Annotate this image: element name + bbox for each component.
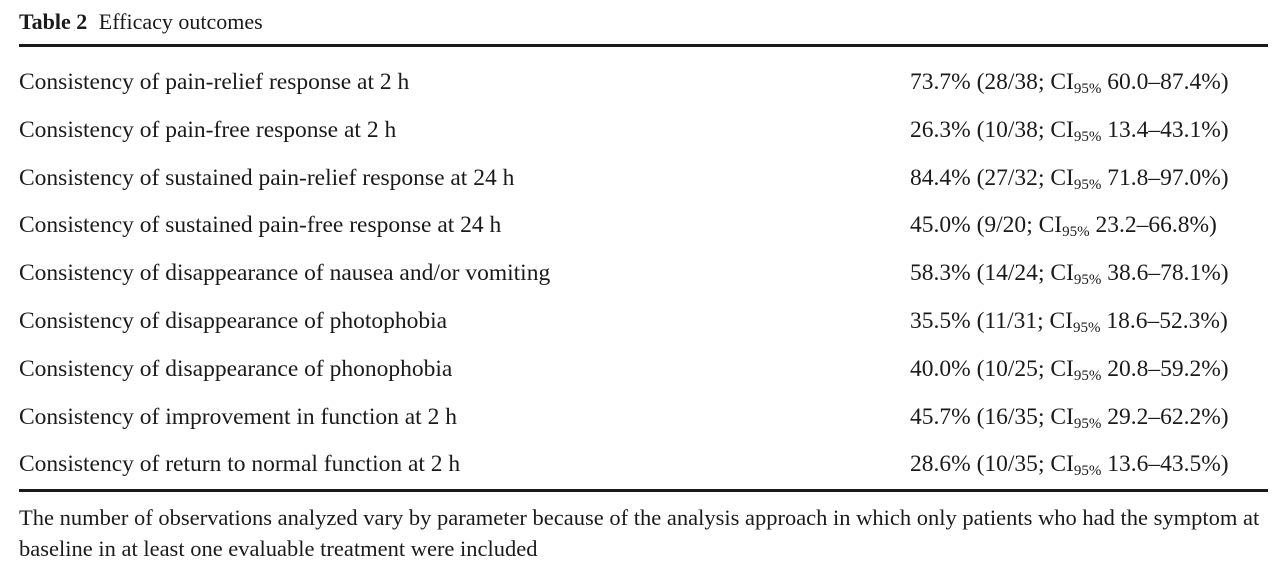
ci-subscript: 95%: [1073, 463, 1102, 480]
parameter-cell: Consistency of improvement in function at 2 h: [19, 403, 457, 430]
table-bottom-rule: [19, 489, 1268, 492]
table-label: Table 2: [19, 9, 88, 34]
table-row: [19, 202, 1268, 250]
percent: 28.6%: [910, 451, 971, 478]
percent: 45.0%: [910, 212, 971, 239]
fraction: 16/35: [984, 403, 1038, 430]
ci-range: 13.6–43.5%: [1107, 451, 1221, 478]
value-cell: 84.4% (27/32; $CI_{95\%}$ 71.8–97.0%): [910, 164, 1229, 193]
ci-range: 71.8–97.0%: [1107, 164, 1221, 191]
ci-label: CI: [1050, 403, 1074, 430]
fraction: 28/38: [984, 69, 1038, 95]
percent: 45.7%: [910, 403, 971, 430]
table-row: [19, 250, 1268, 298]
ci-subscript: 95%: [1073, 176, 1102, 193]
value-cell: 28.6% (10/35; $CI_{95\%}$ 13.6–43.5%): [910, 451, 1229, 480]
fraction: 27/32: [984, 164, 1038, 191]
parameter-cell: Consistency of pain-free response at 2 h: [19, 116, 397, 143]
value-cell: 58.3% (14/24; $CI_{95\%}$ 38.6–78.1%): [910, 260, 1229, 289]
parameter-cell: Consistency of sustained pain-free response at 24 h: [19, 212, 502, 239]
ci-label: CI: [1038, 212, 1063, 239]
fraction: 10/35: [984, 451, 1038, 478]
parameter-cell: Consistency of sustained pain-relief response at 24 h: [19, 164, 515, 191]
ci-range: 20.8–59.2%: [1107, 355, 1221, 382]
ci-label: CI: [1050, 260, 1074, 287]
parameter-cell: Consistency of pain-relief response at 2 h: [19, 69, 410, 95]
value-cell: 45.0% (9/20; $CI_{95\%}$ 23.2–66.8%): [910, 212, 1217, 241]
table-caption: [19, 8, 263, 36]
ci-label: CI: [1050, 355, 1074, 382]
table-row: [19, 394, 1268, 442]
table-title: Efficacy outcomes: [98, 9, 263, 34]
ci-range: 29.2–62.2%: [1107, 403, 1221, 430]
table-row: [19, 298, 1268, 346]
ci-label: CI: [1050, 451, 1074, 478]
ci-subscript: 95%: [1073, 272, 1102, 289]
ci-subscript: 95%: [1072, 319, 1101, 336]
ci-subscript: 95%: [1073, 81, 1102, 97]
value-cell: 40.0% (10/25; $CI_{95\%}$ 20.8–59.2%): [910, 355, 1229, 384]
ci-subscript: 95%: [1073, 367, 1102, 384]
percent: 84.4%: [910, 164, 971, 191]
parameter-cell: Consistency of disappearance of phonophobia: [19, 355, 453, 382]
value-cell: 35.5% (11/31; $CI_{95\%}$ 18.6–52.3%): [910, 307, 1228, 336]
ci-label: CI: [1050, 69, 1074, 95]
ci-range: 13.4–43.1%: [1107, 116, 1221, 143]
percent: 73.7%: [910, 69, 971, 95]
percent: 58.3%: [910, 260, 971, 287]
fraction: 9/20: [984, 212, 1027, 239]
table-footnote: The number of observations analyzed vary by parameter because of the analysis approach in which only patients who had the symptom at baseline in at least one evaluable treatment were included: [19, 505, 1260, 561]
ci-label: CI: [1050, 164, 1074, 191]
ci-label: CI: [1049, 307, 1073, 334]
parameter-cell: Consistency of disappearance of photophobia: [19, 307, 448, 334]
parameter-cell: Consistency of return to normal function at 2 h: [19, 451, 461, 478]
ci-subscript: 95%: [1073, 128, 1102, 145]
table-row: [19, 346, 1268, 394]
table-body: [19, 59, 1268, 489]
ci-subscript: 95%: [1073, 415, 1102, 432]
percent: 40.0%: [910, 355, 971, 382]
ci-label: CI: [1050, 116, 1074, 143]
value-cell: 26.3% (10/38; $CI_{95\%}$ 13.4–43.1%): [910, 116, 1229, 145]
percent: 35.5%: [910, 307, 971, 334]
table-row: [19, 155, 1268, 203]
percent: 26.3%: [910, 116, 971, 143]
fraction: 10/38: [984, 116, 1038, 143]
table-row: [19, 59, 1268, 107]
fraction: 11/31: [984, 307, 1038, 334]
table-row: [19, 441, 1268, 489]
value-cell: 45.7% (16/35; $CI_{95\%}$ 29.2–62.2%): [910, 403, 1229, 432]
parameter-cell: Consistency of disappearance of nausea and/or vomiting: [19, 260, 551, 287]
ci-subscript: 95%: [1062, 224, 1090, 241]
ci-range: 38.6–78.1%: [1107, 260, 1221, 287]
ci-range: 60.0–87.4%: [1107, 69, 1221, 95]
value-cell: 73.7% (28/38; $CI_{95\%}$ 60.0–87.4%): [910, 69, 1229, 97]
ci-range: 18.6–52.3%: [1106, 307, 1220, 334]
ci-range: 23.2–66.8%: [1095, 212, 1210, 239]
fraction: 10/25: [984, 355, 1038, 382]
table-top-rule: [19, 44, 1268, 47]
fraction: 14/24: [984, 260, 1038, 287]
table-row: [19, 107, 1268, 155]
